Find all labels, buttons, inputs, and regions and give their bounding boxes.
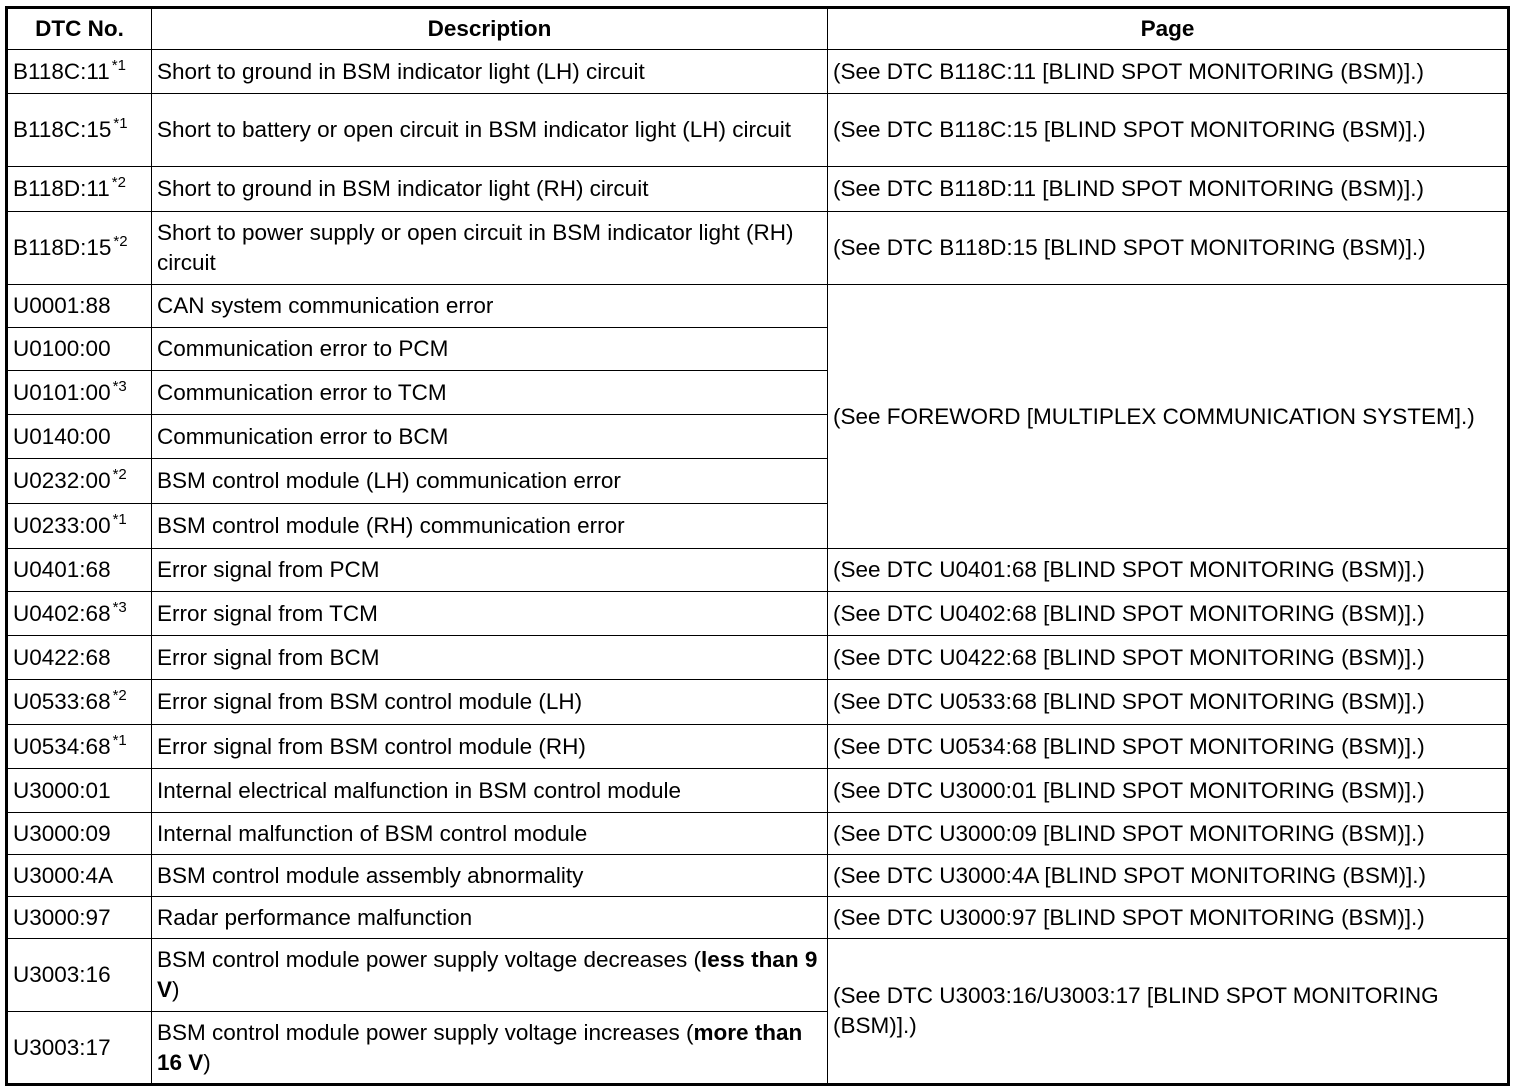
table-row (7, 285, 1509, 328)
table-row (7, 636, 1509, 680)
dtc-page-reference: (See DTC B118C:11 [BLIND SPOT MONITORING (BSM)].) (828, 50, 1509, 94)
dtc-description: Error signal from BCM (152, 636, 828, 680)
dtc-description: BSM control module (RH) communication error (152, 504, 828, 549)
table-row (7, 769, 1509, 813)
dtc-description: Error signal from BSM control module (RH) (152, 725, 828, 769)
table-row (7, 592, 1509, 636)
dtc-code: U0232:00 $^{*2}$ (7, 459, 152, 504)
dtc-code: B118C:15 $^{*1}$ (7, 94, 152, 167)
dtc-code: U3000:09 (7, 813, 152, 855)
dtc-description: Internal malfunction of BSM control module (152, 813, 828, 855)
dtc-description: Radar performance malfunction (152, 897, 828, 939)
dtc-page-reference: (See DTC B118D:11 [BLIND SPOT MONITORING (BSM)].) (828, 167, 1509, 212)
table-row (7, 94, 1509, 167)
dtc-page-reference: (See DTC U3000:4A [BLIND SPOT MONITORING (BSM)].) (828, 855, 1509, 897)
dtc-description: Short to ground in BSM indicator light (RH) circuit (152, 167, 828, 212)
dtc-code: U3003:17 (7, 1012, 152, 1085)
dtc-description: Communication error to PCM (152, 328, 828, 371)
dtc-page-reference: (See DTC U0402:68 [BLIND SPOT MONITORING (BSM)].) (828, 592, 1509, 636)
dtc-code: U0140:00 (7, 415, 152, 459)
footnote-mark: *3 (112, 598, 127, 616)
dtc-code: U0402:68 $^{*3}$ (7, 592, 152, 636)
dtc-table (5, 6, 1510, 1086)
dtc-page-reference: (See DTC U3000:09 [BLIND SPOT MONITORING (BSM)].) (828, 813, 1509, 855)
dtc-code: B118C:11 $^{*1}$ (7, 50, 152, 94)
dtc-page-reference: (See DTC B118C:15 [BLIND SPOT MONITORING (BSM)].) (828, 94, 1509, 167)
dtc-code: U0101:00 $^{*3}$ (7, 371, 152, 415)
table-row (7, 855, 1509, 897)
footnote-mark: *2 (112, 466, 127, 483)
dtc-code: U0533:68 $^{*2}$ (7, 680, 152, 725)
dtc-description: BSM control module power supply voltage decreases (less than 9 V) (152, 939, 828, 1012)
footnote-mark: *3 (112, 377, 127, 395)
dtc-code: U0401:68 (7, 549, 152, 592)
dtc-code: U3000:97 (7, 897, 152, 939)
dtc-code: U0001:88 (7, 285, 152, 328)
voltage-threshold: more than 16 V (157, 1019, 803, 1075)
table-row (7, 813, 1509, 855)
dtc-description: Error signal from PCM (152, 549, 828, 592)
dtc-code: U0422:68 (7, 636, 152, 680)
dtc-code: U0534:68 $^{*1}$ (7, 725, 152, 769)
dtc-page-reference: (See DTC U0533:68 [BLIND SPOT MONITORING (BSM)].) (828, 680, 1509, 725)
table-row (7, 549, 1509, 592)
footnote-mark: *2 (112, 687, 127, 704)
table-row (7, 212, 1509, 285)
footnote-mark: *2 (113, 233, 128, 250)
dtc-description: Communication error to BCM (152, 415, 828, 459)
dtc-code: U0233:00 $^{*1}$ (7, 504, 152, 549)
footnote-mark: *1 (113, 115, 128, 132)
footnote-mark: *1 (111, 56, 126, 74)
dtc-description: BSM control module (LH) communication error (152, 459, 828, 504)
dtc-description: CAN system communication error (152, 285, 828, 328)
table-row (7, 897, 1509, 939)
dtc-page-reference: (See DTC U3003:16/U3003:17 [BLIND SPOT MONITORING (BSM)].) (828, 939, 1509, 1085)
header-page: Page (828, 8, 1509, 50)
footnote-mark: *1 (112, 511, 127, 528)
footnote-mark: *1 (112, 731, 127, 749)
dtc-code: U3003:16 (7, 939, 152, 1012)
dtc-page-reference: (See DTC U0422:68 [BLIND SPOT MONITORING (BSM)].) (828, 636, 1509, 680)
dtc-description: Communication error to TCM (152, 371, 828, 415)
dtc-code: U0100:00 (7, 328, 152, 371)
dtc-code: B118D:11 $^{*2}$ (7, 167, 152, 212)
table-row (7, 939, 1509, 1012)
dtc-code: U3000:4A (7, 855, 152, 897)
footnote-mark: *2 (111, 174, 126, 191)
dtc-page-reference: (See DTC U0401:68 [BLIND SPOT MONITORING (BSM)].) (828, 549, 1509, 592)
table-row (7, 167, 1509, 212)
dtc-description: BSM control module assembly abnormality (152, 855, 828, 897)
dtc-description: Error signal from TCM (152, 592, 828, 636)
dtc-description: Short to power supply or open circuit in BSM indicator light (RH) circuit (152, 212, 828, 285)
dtc-page-reference: (See DTC U0534:68 [BLIND SPOT MONITORING (BSM)].) (828, 725, 1509, 769)
dtc-page-reference: (See DTC U3000:01 [BLIND SPOT MONITORING (BSM)].) (828, 769, 1509, 813)
dtc-code: U3000:01 (7, 769, 152, 813)
header-row (7, 8, 1509, 50)
dtc-code: B118D:15 $^{*2}$ (7, 212, 152, 285)
dtc-page-reference: (See FOREWORD [MULTIPLEX COMMUNICATION SYSTEM].) (828, 285, 1509, 549)
dtc-description: Short to battery or open circuit in BSM indicator light (LH) circuit (152, 94, 828, 167)
dtc-description: Short to ground in BSM indicator light (LH) circuit (152, 50, 828, 94)
header-description: Description (152, 8, 828, 50)
dtc-page-reference: (See DTC B118D:15 [BLIND SPOT MONITORING (BSM)].) (828, 212, 1509, 285)
dtc-description: Error signal from BSM control module (LH) (152, 680, 828, 725)
table-row (7, 680, 1509, 725)
table-row (7, 50, 1509, 94)
voltage-threshold: less than 9 V (157, 947, 818, 1002)
header-dtc-no: DTC No. (7, 8, 152, 50)
dtc-description: BSM control module power supply voltage increases (more than 16 V) (152, 1012, 828, 1085)
table-row (7, 725, 1509, 769)
dtc-description: Internal electrical malfunction in BSM control module (152, 769, 828, 813)
dtc-page-reference: (See DTC U3000:97 [BLIND SPOT MONITORING (BSM)].) (828, 897, 1509, 939)
